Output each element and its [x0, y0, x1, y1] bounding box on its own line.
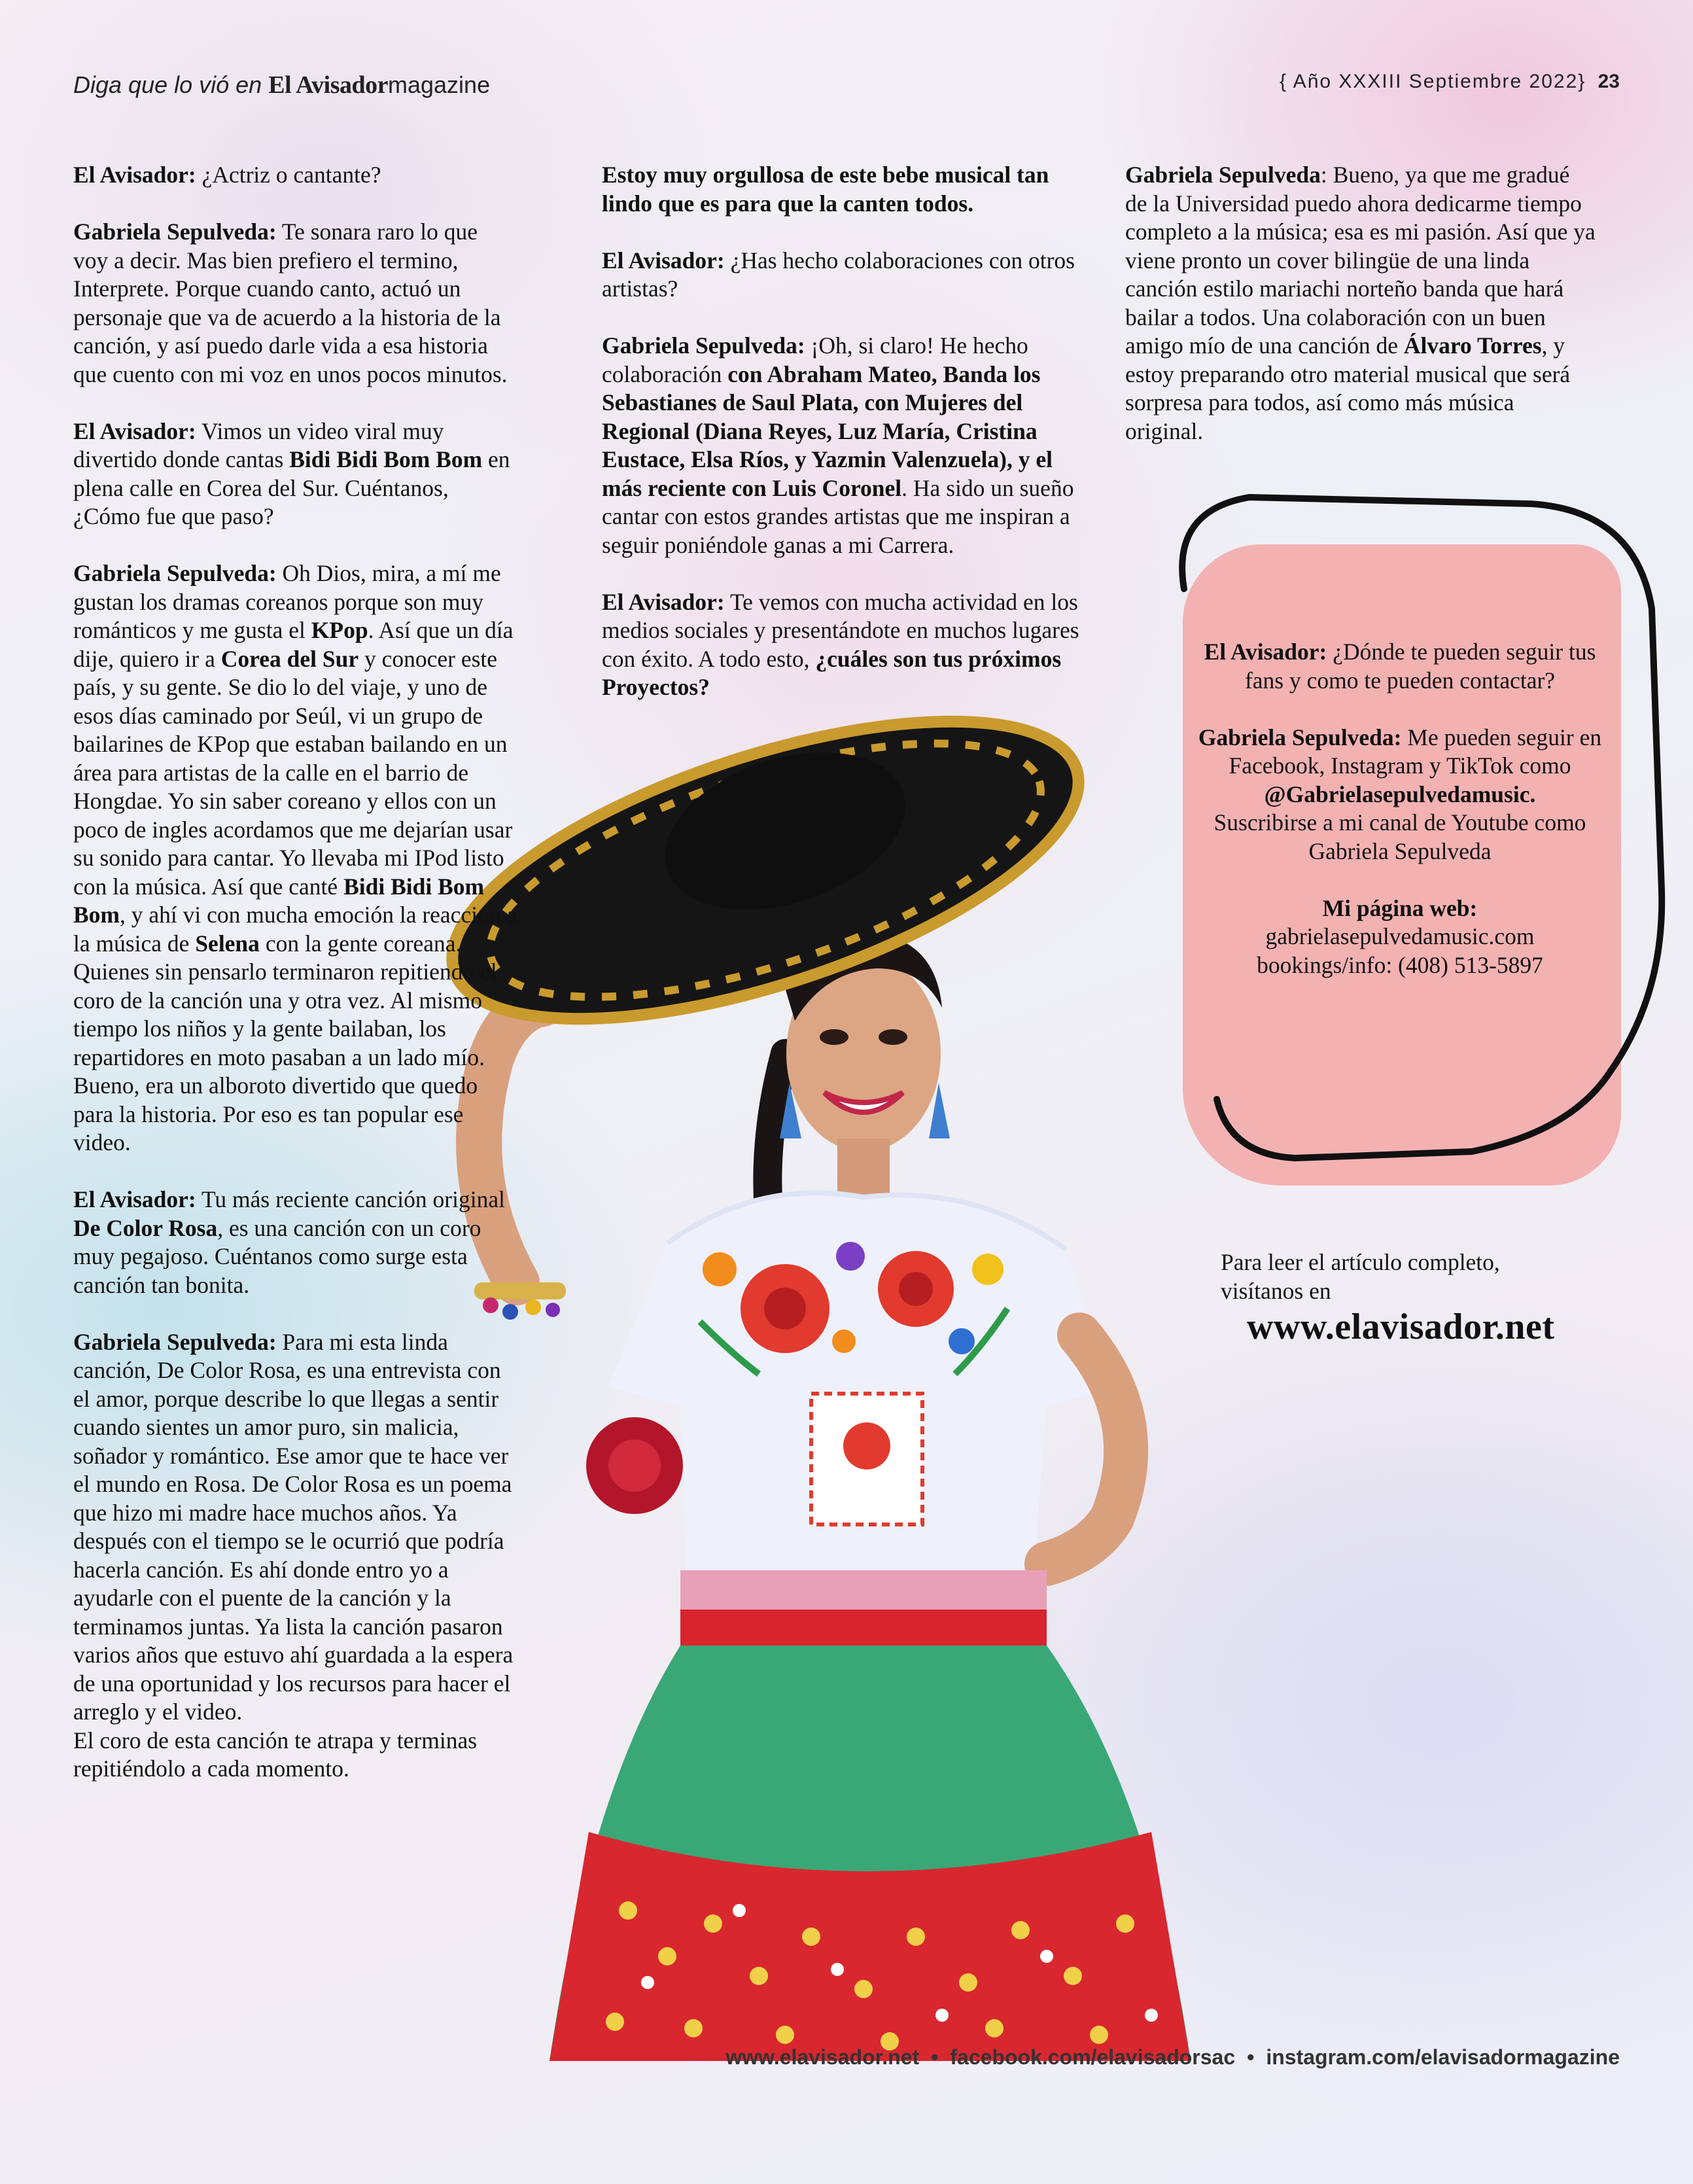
paragraph: [602, 588, 1079, 702]
question-text: ¿Actriz o cantante?: [196, 162, 381, 188]
issue-info: [1280, 71, 1620, 93]
interviewer-label: El Avisador:: [73, 417, 196, 444]
speaker-label: Gabriela Sepulveda:: [602, 332, 805, 359]
read-more-text: Para leer el artículo completo, visítanos en: [1221, 1249, 1500, 1304]
contact-callout: [1197, 638, 1603, 1008]
answer-text: y conocer este país, y su gente. Se dio lo del viaje, y uno de esos días caminado por Seúl, vi un grupo de bailarines de KPop que estaban bailando en un área para artistas de la calle en el barrio de Hongdae. Yo sin saber coreano y ellos con un poco de ingles acordamos que me dejarían usar su sonido para cantar. Yo llevaba mi IPod listo con la música. Así que canté: [73, 645, 513, 900]
paragraph: [73, 417, 518, 531]
speaker-label: Gabriela Sepulveda:: [1198, 724, 1402, 750]
question-text: Tu más reciente canción original: [196, 1186, 505, 1212]
footer-instagram-link[interactable]: instagram.com/elavisadormagazine: [1266, 2045, 1620, 2069]
youtube-text: Suscribirse a mi canal de Youtube como Gabriela Sepulveda: [1213, 809, 1586, 864]
page-number: 23: [1597, 71, 1620, 92]
footer-separator: •: [931, 2045, 939, 2069]
highlight: ¿cuáles son tus próximos Proyectos?: [602, 645, 1062, 700]
interviewer-label: El Avisador:: [602, 588, 725, 615]
interviewer-label: El Avisador:: [602, 247, 725, 273]
paragraph: [1197, 894, 1603, 923]
masthead-brand: El Avisador: [268, 71, 388, 99]
answer-text: , y ahí vi con mucha emoción la reacción a la música de: [73, 902, 517, 957]
highlight: Estoy muy orgullosa de este bebe musical tan lindo que es para que la canten todos.: [602, 162, 1049, 217]
footer-separator: •: [1247, 2045, 1255, 2069]
speaker-label: Gabriela Sepulveda:: [73, 560, 277, 586]
song-title: Bidi Bidi Bom Bom: [289, 446, 483, 472]
question-text: Te vemos con mucha actividad en los medios sociales y presentándote en muchos lugares con éxito. A todo esto,: [602, 588, 1079, 672]
article-column-3: [1125, 161, 1596, 474]
website-link[interactable]: gabrielasepulvedamusic.com: [1265, 923, 1535, 949]
question-text: ¿Has hecho colaboraciones con otros artistas?: [602, 247, 1075, 302]
speaker-label: Gabriela Sepulveda:: [73, 1328, 277, 1355]
paragraph: [73, 1328, 518, 1727]
song-title: Bidi Bidi Bom Bom: [73, 873, 485, 928]
footer-links: [725, 2045, 1620, 2070]
paragraph: El coro de esta canción te atrapa y terminas repitiéndolo a cada momento.: [73, 1727, 478, 1782]
bookings-info: bookings/info: (408) 513-5897: [1257, 951, 1543, 978]
article-column-2: [602, 161, 1079, 730]
paragraph: [602, 161, 1079, 218]
masthead: [73, 71, 490, 99]
interviewer-label: El Avisador:: [73, 162, 196, 188]
highlight: Corea del Sur: [220, 645, 359, 672]
question-text: , es una canción con un coro muy pegajoso. Cuéntanos como surge esta canción tan bonita.: [73, 1214, 481, 1298]
answer-text: ¡Oh, si claro! He hecho colaboración: [602, 332, 1028, 387]
highlight: KPop: [311, 617, 368, 643]
interviewer-label: El Avisador:: [1204, 639, 1327, 665]
paragraph: [73, 1186, 518, 1299]
answer-text: . Así que un día dije, quiero ir a: [73, 617, 514, 672]
masthead-tagline: Diga que lo vió en: [73, 71, 262, 98]
speaker-label: Gabriela Sepulveda:: [73, 219, 277, 245]
social-handle: @Gabrielasepulvedamusic.: [1264, 781, 1536, 807]
paragraph: [1125, 161, 1596, 446]
answer-text: , y estoy preparando otro material musical que será sorpresa para todos, así como más música original.: [1125, 332, 1571, 444]
paragraph: [73, 161, 518, 190]
speaker-label: Gabriela Sepulveda: [1125, 162, 1321, 188]
read-more-link[interactable]: www.elavisador.net: [1247, 1307, 1555, 1347]
singer-photo: [419, 680, 1269, 2061]
paragraph: [73, 218, 518, 389]
masthead-magazine: magazine: [388, 71, 491, 98]
website-label: Mi página web:: [1322, 894, 1478, 921]
answer-text: Oh Dios, mira, a mí me gustan los dramas coreanos porque son muy románticos y me gusta el: [73, 560, 501, 643]
answer-text: Me pueden seguir en Facebook, Instagram y TikTok como: [1229, 724, 1602, 779]
paragraph: [602, 247, 1079, 304]
paragraph: [1197, 781, 1603, 809]
footer-facebook-link[interactable]: facebook.com/elavisadorsac: [950, 2045, 1236, 2069]
highlight: Álvaro Torres: [1403, 332, 1542, 359]
question-text: ¿Dónde te pueden seguir tus fans y como te pueden contactar?: [1244, 639, 1596, 694]
paragraph: [1197, 638, 1603, 695]
paragraph: [602, 332, 1079, 559]
interviewer-label: El Avisador:: [73, 1186, 196, 1212]
highlight: con Abraham Mateo, Banda los Sebastianes de Saul Plata, con Mujeres del Regional (Diana Reyes, Luz María, Cristina Eustace, Elsa Ríos, y Yazmin Valenzuela), y el más reciente con Luis Coronel: [602, 361, 1053, 501]
song-title: De Color Rosa: [73, 1214, 218, 1241]
article-column-1: [73, 161, 518, 1812]
question-text: Vimos un video viral muy divertido donde cantas: [73, 417, 444, 472]
answer-text: Te sonara raro lo que voy a decir. Mas bien prefiero el termino, Interprete. Porque cuando canto, actuó un personaje que va de acuerdo a la historia de la canción, y así puedo darle vida a esa historia que cuento con mi voz en unos pocos minutos.: [73, 219, 508, 387]
footer-site-link[interactable]: www.elavisador.net: [725, 2045, 920, 2069]
paragraph: [1197, 724, 1603, 781]
question-text: en plena calle en Corea del Sur. Cuéntanos, ¿Cómo fue que paso?: [73, 446, 510, 529]
highlight: Selena: [195, 930, 260, 957]
issue-date: { Año XXXIII Septiembre 2022}: [1279, 71, 1586, 92]
paragraph: [73, 559, 518, 1157]
answer-text: con la gente coreana. Quienes sin pensarlo terminaron repitiendo el coro de la canción una y otra vez. Al mismo tiempo los niños y la gente bailaban, los repartidores en moto pasaban a un lado mío. Bueno, era un alboroto divertido que quedo para la historia. Por eso es tan popular ese video.: [73, 930, 497, 1155]
answer-text: Para mi esta linda canción, De Color Rosa, es una entrevista con el amor, porque describe lo que llegas a sentir cuando sientes un amor puro, sin malicia, soñador y romántico. Ese amor que te hace ver el mundo en Rosa. De Color Rosa es un poema que hizo mi madre hace muchos años. Ya después con el tiempo se le ocurrió que podría hacerla canción. Es ahí donde entro yo a ayudarle con el puente de la canción y la terminamos juntas. Ya lista la canción pasaron varios años que estuvo ahí guardada a la espera de una oportunidad y los recursos para hacer el arreglo y el video.: [73, 1328, 514, 1725]
answer-text: : Bueno, ya que me gradué de la Universidad puedo ahora dedicarme tiempo completo a la música; esa es mi pasión. Así que ya viene pronto un cover bilingüe de una linda canción estilo mariachi norteño banda que hará bailar a todos. Una colaboración con un buen amigo mío de una canción de: [1125, 162, 1596, 359]
answer-text: . Ha sido un sueño cantar con estos grandes artistas que me inspiran a seguir poniéndole ganas a mi Carrera.: [602, 474, 1074, 558]
